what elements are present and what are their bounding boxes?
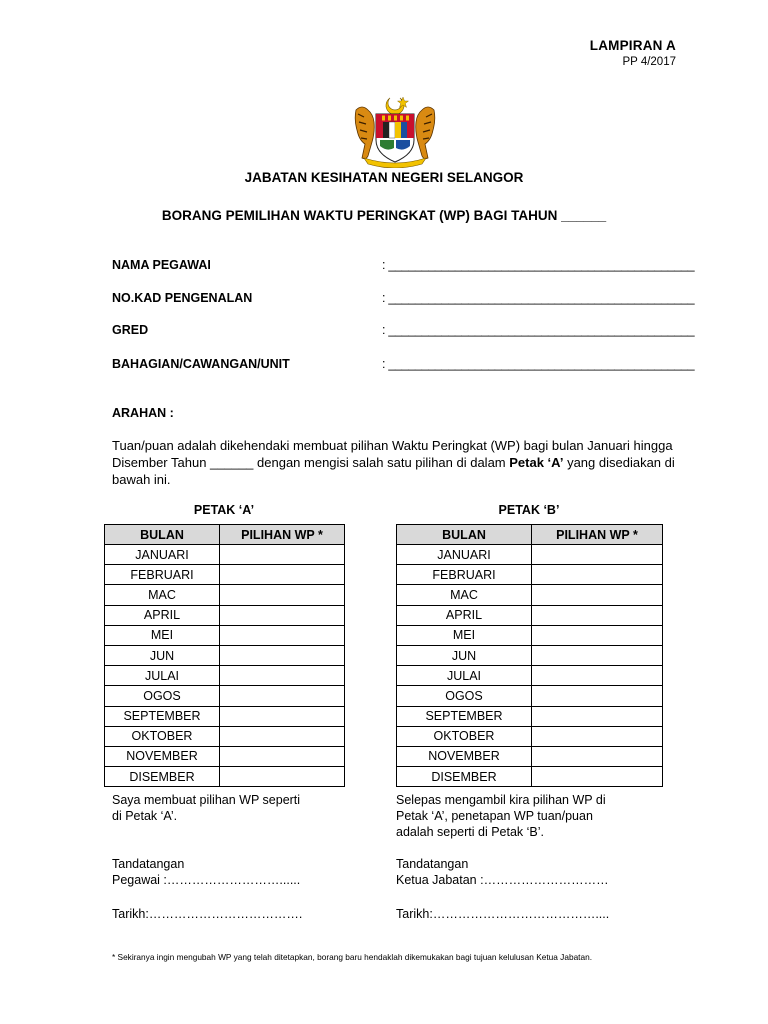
head-statement-line: Selepas mengambil kira pilihan WP di [396, 793, 606, 807]
pilihan-wp-cell[interactable] [532, 545, 663, 565]
table-row [105, 767, 345, 787]
pilihan-wp-cell[interactable] [532, 726, 663, 746]
table-header-row [397, 525, 663, 545]
table-row [397, 686, 663, 706]
pilihan-wp-cell[interactable] [220, 706, 345, 726]
table-row [105, 706, 345, 726]
month-cell: JULAI [105, 666, 220, 686]
table-row [105, 625, 345, 645]
head-date-field[interactable]: Tarikh:………………………………….... [396, 907, 610, 921]
month-cell: DISEMBER [397, 767, 532, 787]
table-row [105, 726, 345, 746]
pilihan-wp-cell[interactable] [532, 605, 663, 625]
month-cell: NOVEMBER [397, 746, 532, 766]
month-cell: FEBRUARI [105, 565, 220, 585]
arahan-heading: ARAHAN : [112, 406, 174, 420]
pilihan-wp-cell[interactable] [220, 767, 345, 787]
pilihan-wp-cell[interactable] [220, 605, 345, 625]
month-cell: DISEMBER [105, 767, 220, 787]
table-row [397, 746, 663, 766]
pilihan-wp-cell[interactable] [220, 625, 345, 645]
nama-pegawai-field[interactable]: : ______________________________________________ [382, 258, 695, 272]
pilihan-wp-cell[interactable] [532, 625, 663, 645]
column-header-bulan: BULAN [105, 525, 220, 545]
pilihan-wp-cell[interactable] [532, 645, 663, 665]
pilihan-wp-cell[interactable] [532, 666, 663, 686]
month-cell: MAC [105, 585, 220, 605]
pilihan-wp-cell[interactable] [220, 645, 345, 665]
month-cell: JUN [397, 645, 532, 665]
pilihan-wp-cell[interactable] [532, 565, 663, 585]
month-cell: JANUARI [397, 545, 532, 565]
malaysia-coat-of-arms-icon [350, 94, 440, 168]
table-row [397, 706, 663, 726]
petak-b-table [396, 524, 663, 787]
month-cell: APRIL [105, 605, 220, 625]
head-statement-line: adalah seperti di Petak ‘B’. [396, 825, 545, 839]
table-row [105, 686, 345, 706]
table-row [397, 767, 663, 787]
officer-statement-line: Saya membuat pilihan WP seperti [112, 793, 301, 807]
column-header-bulan: BULAN [397, 525, 532, 545]
month-cell: OGOS [397, 686, 532, 706]
officer-statement [112, 792, 300, 824]
kad-pengenalan-label: NO.KAD PENGENALAN [112, 291, 253, 305]
month-cell: OKTOBER [397, 726, 532, 746]
department-title: JABATAN KESIHATAN NEGERI SELANGOR [244, 170, 524, 185]
pilihan-wp-cell[interactable] [532, 706, 663, 726]
table-row [105, 585, 345, 605]
arahan-text-end: yang disediakan di bawah ini. [112, 455, 675, 487]
month-cell: JUN [105, 645, 220, 665]
column-header-pilihan: PILIHAN WP * [220, 525, 345, 545]
gred-field[interactable]: : ______________________________________________ [382, 323, 695, 337]
table-row [105, 545, 345, 565]
column-header-pilihan: PILIHAN WP * [532, 525, 663, 545]
month-cell: JULAI [397, 666, 532, 686]
table-row [105, 666, 345, 686]
table-row [397, 565, 663, 585]
month-cell: JANUARI [105, 545, 220, 565]
arahan-text-part: Tuan/puan adalah dikehendaki membuat pilihan Waktu Peringkat (WP) bagi bulan Januari hingga Disember Tahun ______ dengan mengisi salah satu pilihan di dalam [112, 438, 673, 470]
lampiran-label: LAMPIRAN A [589, 38, 676, 53]
head-statement [396, 792, 606, 840]
head-signature [396, 856, 609, 888]
month-cell: SEPTEMBER [397, 706, 532, 726]
head-signature-label: Tandatangan [396, 857, 469, 871]
pilihan-wp-cell[interactable] [220, 686, 345, 706]
month-cell: FEBRUARI [397, 565, 532, 585]
table-row [397, 625, 663, 645]
month-cell: SEPTEMBER [105, 706, 220, 726]
pilihan-wp-cell[interactable] [220, 565, 345, 585]
month-cell: NOVEMBER [105, 746, 220, 766]
table-row [397, 545, 663, 565]
reference-number: PP 4/2017 [622, 56, 676, 68]
nama-pegawai-label: NAMA PEGAWAI [112, 258, 211, 272]
table-row [105, 565, 345, 585]
officer-signature-field[interactable]: Pegawai :………………………...... [112, 873, 301, 887]
table-row [105, 746, 345, 766]
table-row [397, 585, 663, 605]
pilihan-wp-cell[interactable] [220, 585, 345, 605]
pilihan-wp-cell[interactable] [532, 585, 663, 605]
month-cell: OKTOBER [105, 726, 220, 746]
month-cell: MEI [397, 625, 532, 645]
month-cell: MAC [397, 585, 532, 605]
kad-pengenalan-field[interactable]: : ______________________________________________ [382, 291, 695, 305]
officer-statement-line: di Petak ‘A’. [112, 809, 178, 823]
footnote: * Sekiranya ingin mengubah WP yang telah ditetapkan, borang baru hendaklah dikemukakan bagi tujuan kelulusan Ketua Jabatan. [112, 952, 593, 962]
pilihan-wp-cell[interactable] [220, 666, 345, 686]
table-row [397, 666, 663, 686]
arahan-text [112, 437, 680, 488]
bahagian-label: BAHAGIAN/CAWANGAN/UNIT [112, 357, 290, 371]
pilihan-wp-cell[interactable] [220, 746, 345, 766]
table-header-row [105, 525, 345, 545]
table-row [105, 605, 345, 625]
petak-a-title: PETAK ‘A’ [193, 503, 255, 517]
month-cell: MEI [105, 625, 220, 645]
pilihan-wp-cell[interactable] [532, 686, 663, 706]
petak-a-table [104, 524, 345, 787]
petak-b-title: PETAK ‘B’ [498, 503, 560, 517]
bahagian-field[interactable]: : ______________________________________________ [382, 357, 695, 371]
pilihan-wp-cell[interactable] [220, 726, 345, 746]
table-row [397, 645, 663, 665]
table-row [397, 726, 663, 746]
pilihan-wp-cell[interactable] [532, 746, 663, 766]
pilihan-wp-cell[interactable] [532, 767, 663, 787]
month-cell: APRIL [397, 605, 532, 625]
officer-signature-label: Tandatangan [112, 857, 185, 871]
head-statement-line: Petak ‘A’, penetapan WP tuan/puan [396, 809, 593, 823]
table-row [397, 605, 663, 625]
officer-signature [112, 856, 300, 888]
table-row [105, 645, 345, 665]
officer-date-field[interactable]: Tarikh:………………………………. [112, 907, 303, 921]
gred-label: GRED [112, 323, 149, 337]
pilihan-wp-cell[interactable] [220, 545, 345, 565]
month-cell: OGOS [105, 686, 220, 706]
head-signature-field[interactable]: Ketua Jabatan :………………………… [396, 873, 609, 887]
form-title: BORANG PEMILIHAN WAKTU PERINGKAT (WP) BAGI TAHUN ______ [161, 208, 607, 223]
arahan-text-bold: Petak ‘A’ [509, 455, 564, 470]
